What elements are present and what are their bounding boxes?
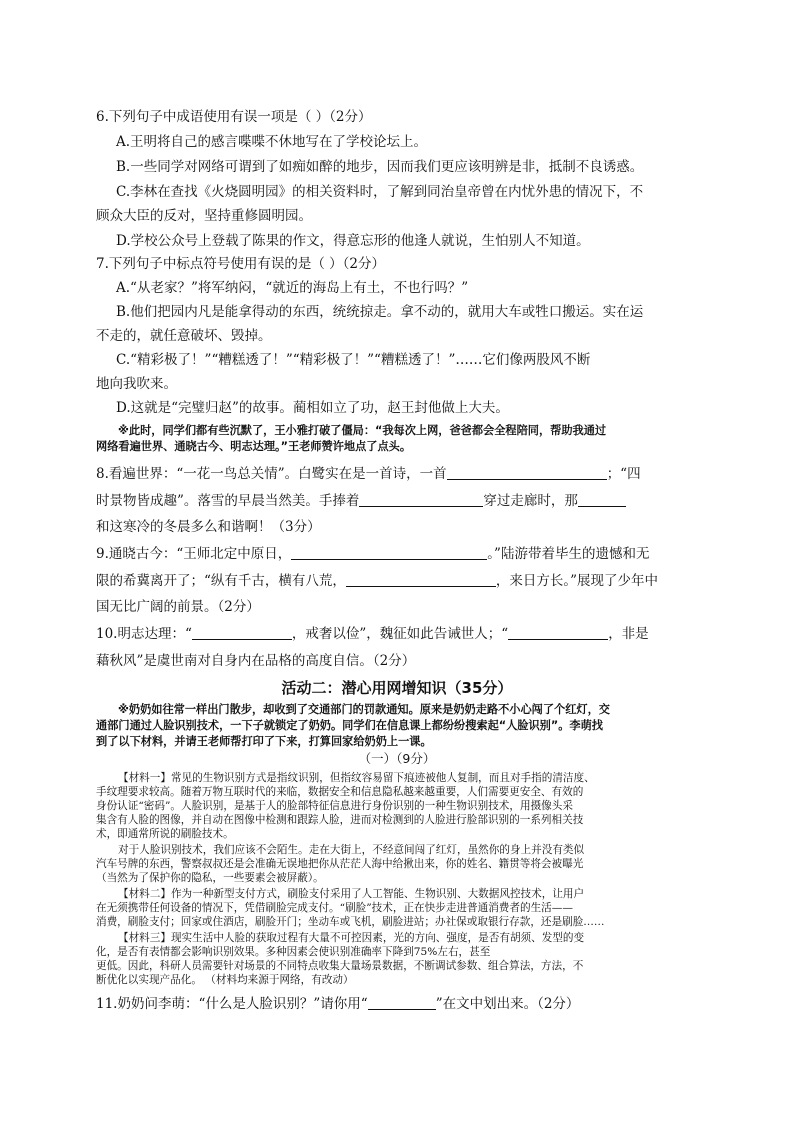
- q9-line3: 国无比广阔的前景。（2分）: [96, 599, 260, 615]
- material-line: 身份认证“密码”。人脸识别，是基于人的脸部特征信息进行身份识别的一种生物识别技术，用摄像头采: [96, 800, 573, 812]
- q6-option-d: D.学校公众号上登载了陈果的作文，得意忘形的他逢人就说，生怕别人不知道。: [116, 233, 590, 249]
- material-line: （当然为了保护你的隐私，一些要素会被屏蔽）。: [96, 872, 324, 884]
- q6-option-b: B.一些同学对网络可谓到了如痴如醉的地步，因而我们更应该明辨是非，抵制不良诱惑。: [116, 159, 644, 175]
- q6-option-c-line1: C.李林在查找《火烧圆明园》的相关资料时，了解到同治皇帝曾在内忧外患的情况下，不: [116, 184, 644, 200]
- q11-blank[interactable]: [368, 995, 436, 1010]
- q9-blank-2[interactable]: [346, 572, 496, 587]
- q9-text-3: 限的希冀离开了；“纵有千古，横有八荒，: [96, 573, 346, 589]
- material-line: 【材料二】作为一种新型支付方式，刷脸支付采用了人工智能、生物识别、大数据风控技术，让用户: [118, 888, 585, 900]
- q6-option-c-line2: 顾众大臣的反对，坚持重修圆明园。: [96, 208, 312, 224]
- q8-line1: [96, 465, 641, 483]
- q10-text-2: ，戒奢以俭”，魏征如此告诫世人；“: [291, 626, 509, 642]
- q8-line2: [96, 492, 626, 510]
- q7-stem: 7.下列句子中标点符号使用有误的是（ ）（2分）: [96, 256, 386, 272]
- q7-option-b-line1: B.他们把园内凡是能拿得动的东西，统统掠走。拿不动的，就用大车或牲口搬运。实在运: [116, 304, 644, 320]
- q10-text-3: ，非是: [608, 626, 649, 642]
- q8-blank-1[interactable]: [447, 465, 607, 480]
- q10-line2: 藉秋风”是虞世南对自身内在品格的高度自信。（2分）: [96, 653, 416, 669]
- material-line: 化，是否有表情都会影响识别效果。多种因素会使识别准确率下降到75%左右，甚至: [96, 946, 491, 958]
- q9-line2: [96, 572, 658, 590]
- activity2-note-line3: 到了以下材料，并请王老师帮打印了下来，打算回家给奶奶上一课。: [96, 735, 432, 748]
- q7-option-c-line2: 地向我吹来。: [96, 376, 177, 392]
- q11-text-2: ”在文中划出来。（2分）: [435, 996, 580, 1012]
- note-line1: ※此时，同学们都有些沉默了，王小雅打破了僵局：“我每次上网，爸爸都会全程陪同，帮助我通过: [118, 424, 607, 437]
- q8-text-1: 8.看遍世界：“一花一鸟总关情”。白鹭实在是一首诗，一首: [96, 466, 447, 482]
- q8-line3: 和这寒冷的冬晨多么和谐啊！（3分）: [96, 519, 321, 535]
- q9-line1: [96, 545, 649, 563]
- note-line2: 网络看遍世界、通晓古今、明志达理。”王老师赞许地点了点头。: [96, 440, 412, 453]
- q10-line1: [96, 625, 649, 643]
- q6-stem: 6.下列句子中成语使用有误一项是（ ）（2分）: [96, 109, 372, 125]
- material-line: 【材料三】现实生活中人脸的获取过程有大量不可控因素，光的方向、强度，是否有胡须、发型的变: [118, 932, 585, 944]
- material-line: 在无须携带任何设备的情况下，凭借刷脸完成支付。“刷脸”技术，正在快步走进普通消费者的生活——: [96, 902, 573, 914]
- q10-text-1: 10.明志达理：“: [96, 626, 192, 642]
- q8-text-4: 穿过走廊时，那: [483, 493, 578, 509]
- q9-text-4: ，来日方长。”展现了少年中: [495, 573, 659, 589]
- q9-text-2: 。”陆游带着毕生的遗憾和无: [487, 546, 650, 562]
- material-line: 集含有人脸的图像，并自动在图像中检测和跟踪人脸，进而对检测到的人脸进行脸部识别的一系列相关技: [96, 814, 584, 826]
- q8-blank-3[interactable]: [578, 492, 626, 507]
- material-line: 对于人脸识别技术，我们应该不会陌生。走在大街上，不经意间闯了红灯，虽然你的身上并没有类似: [118, 844, 585, 856]
- q7-option-a: A.“从老家？”将军纳闷，“就近的海岛上有土，不也行吗？”: [116, 280, 469, 296]
- q11-line: [96, 995, 579, 1013]
- q9-blank-1[interactable]: [291, 545, 487, 560]
- material-line: 汽车号牌的东西，警察叔叔还是会准确无误地把你从茫茫人海中给揪出来，你的姓名、籍贯等将会被曝光: [96, 858, 584, 870]
- q7-option-d: D.这就是“完璧归赵”的故事。蔺相如立了功，赵王封他做上大夫。: [116, 400, 509, 416]
- material-line: 手纹理要求较高。随着万物互联时代的来临，数据安全和信息隐私越来越重要，人们需要更安全、有效的: [96, 786, 584, 798]
- q9-text-1: 9.通晓古今：“王师北定中原日，: [96, 546, 292, 562]
- section-heading: （一）（9分）: [358, 751, 436, 766]
- q8-text-3: 时景物皆成趣”。落雪的早晨当然美。手捧着: [96, 493, 360, 509]
- q6-option-a: A.王明将自己的感言喋喋不休地写在了学校论坛上。: [116, 134, 428, 150]
- q10-blank-2[interactable]: [508, 625, 608, 640]
- q10-blank-1[interactable]: [192, 625, 292, 640]
- activity2-note-line1: ※奶奶如往常一样出门散步，却收到了交通部门的罚款通知。原来是奶奶走路不小心闯了个红灯，交: [118, 703, 610, 716]
- activity2-title: 活动二：潜心用网增知识（35分）: [281, 679, 513, 697]
- material-line: 【材料一】常见的生物识别方式是指纹识别，但指纹容易留下痕迹被他人复制，而且对手指的清洁度、: [118, 772, 595, 784]
- q7-option-c-line1: C.“精彩极了！”“糟糕透了！”“精彩极了！”“糟糕透了！”……它们像两股风不断: [116, 352, 591, 368]
- material-line: 消费，刷脸支付；回家或住酒店，刷脸开门；坐动车或飞机，刷脸进站；办社保或取银行存款，还是刷脸……: [96, 916, 605, 928]
- material-line: 断优化以实现产品化。 （材料均来源于网络，有改动）: [96, 974, 354, 986]
- q8-text-2: ；“四: [606, 466, 641, 482]
- q7-option-b-line2: 不走的，就任意破坏、毁掉。: [96, 328, 272, 344]
- activity2-note-line2: 通部门通过人脸识别技术，一下子就锁定了奶奶。同学们在信息课上都纷纷搜索起“人脸识别”。李萌找: [96, 719, 603, 732]
- q11-text-1: 11.奶奶问李萌：“什么是人脸识别？”请你用“: [96, 996, 368, 1012]
- material-line: 术，即通常所说的刷脸技术。: [96, 828, 234, 840]
- material-line: 更低。因此，科研人员需要针对场景的不同特点收集大量场景数据，不断调试参数、组合算法，方法，不: [96, 960, 584, 972]
- q8-blank-2[interactable]: [359, 492, 483, 507]
